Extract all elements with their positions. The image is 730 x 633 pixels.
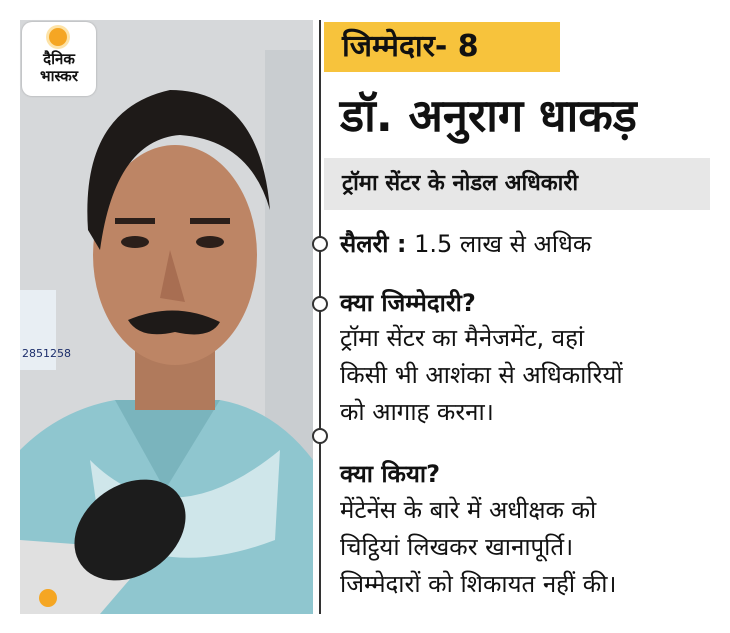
responsible-tag: जिम्मेदार- 8 bbox=[324, 22, 560, 72]
action-line: जिम्मेदारों को शिकायत नहीं की। bbox=[340, 570, 617, 598]
action-heading: क्या किया? bbox=[340, 460, 441, 488]
timeline-dot-action bbox=[312, 428, 328, 444]
responsibility-line: ट्रॉमा सेंटर का मैनेजमेंट, वहां bbox=[340, 324, 585, 352]
person-name: डॉ. अनुराग धाकड़ bbox=[340, 89, 637, 142]
responsibility-heading: क्या जिम्मेदारी? bbox=[340, 289, 476, 317]
logo-line-2: भास्कर bbox=[40, 67, 78, 85]
action-line: चिट्ठियां लिखकर खानापूर्ति। bbox=[340, 533, 574, 561]
responsibility-line: किसी भी आशंका से अधिकारियों bbox=[340, 361, 623, 389]
salary-row bbox=[340, 226, 591, 262]
action-line: मेंटेनेंस के बारे में अधीक्षक को bbox=[340, 496, 597, 524]
sun-icon bbox=[49, 28, 67, 46]
dainik-bhaskar-logo bbox=[22, 22, 96, 96]
responsibility-text bbox=[340, 320, 720, 431]
timeline-dot-salary bbox=[312, 236, 328, 252]
doctor-photo-illustration bbox=[20, 20, 313, 614]
responsibility-line: को आगाह करना। bbox=[340, 398, 494, 426]
wall-sign-number: 2851258 bbox=[22, 347, 71, 360]
salary-value: 1.5 लाख से अधिक bbox=[414, 230, 592, 258]
logo-line-1: दैनिक bbox=[43, 50, 75, 68]
doctor-photo bbox=[20, 20, 313, 614]
timeline-dot-responsibility bbox=[312, 296, 328, 312]
action-text bbox=[340, 492, 720, 603]
salary-label: सैलरी : bbox=[340, 230, 407, 258]
timeline-line bbox=[319, 20, 321, 614]
person-role: ट्रॉमा सेंटर के नोडल अधिकारी bbox=[324, 158, 710, 210]
